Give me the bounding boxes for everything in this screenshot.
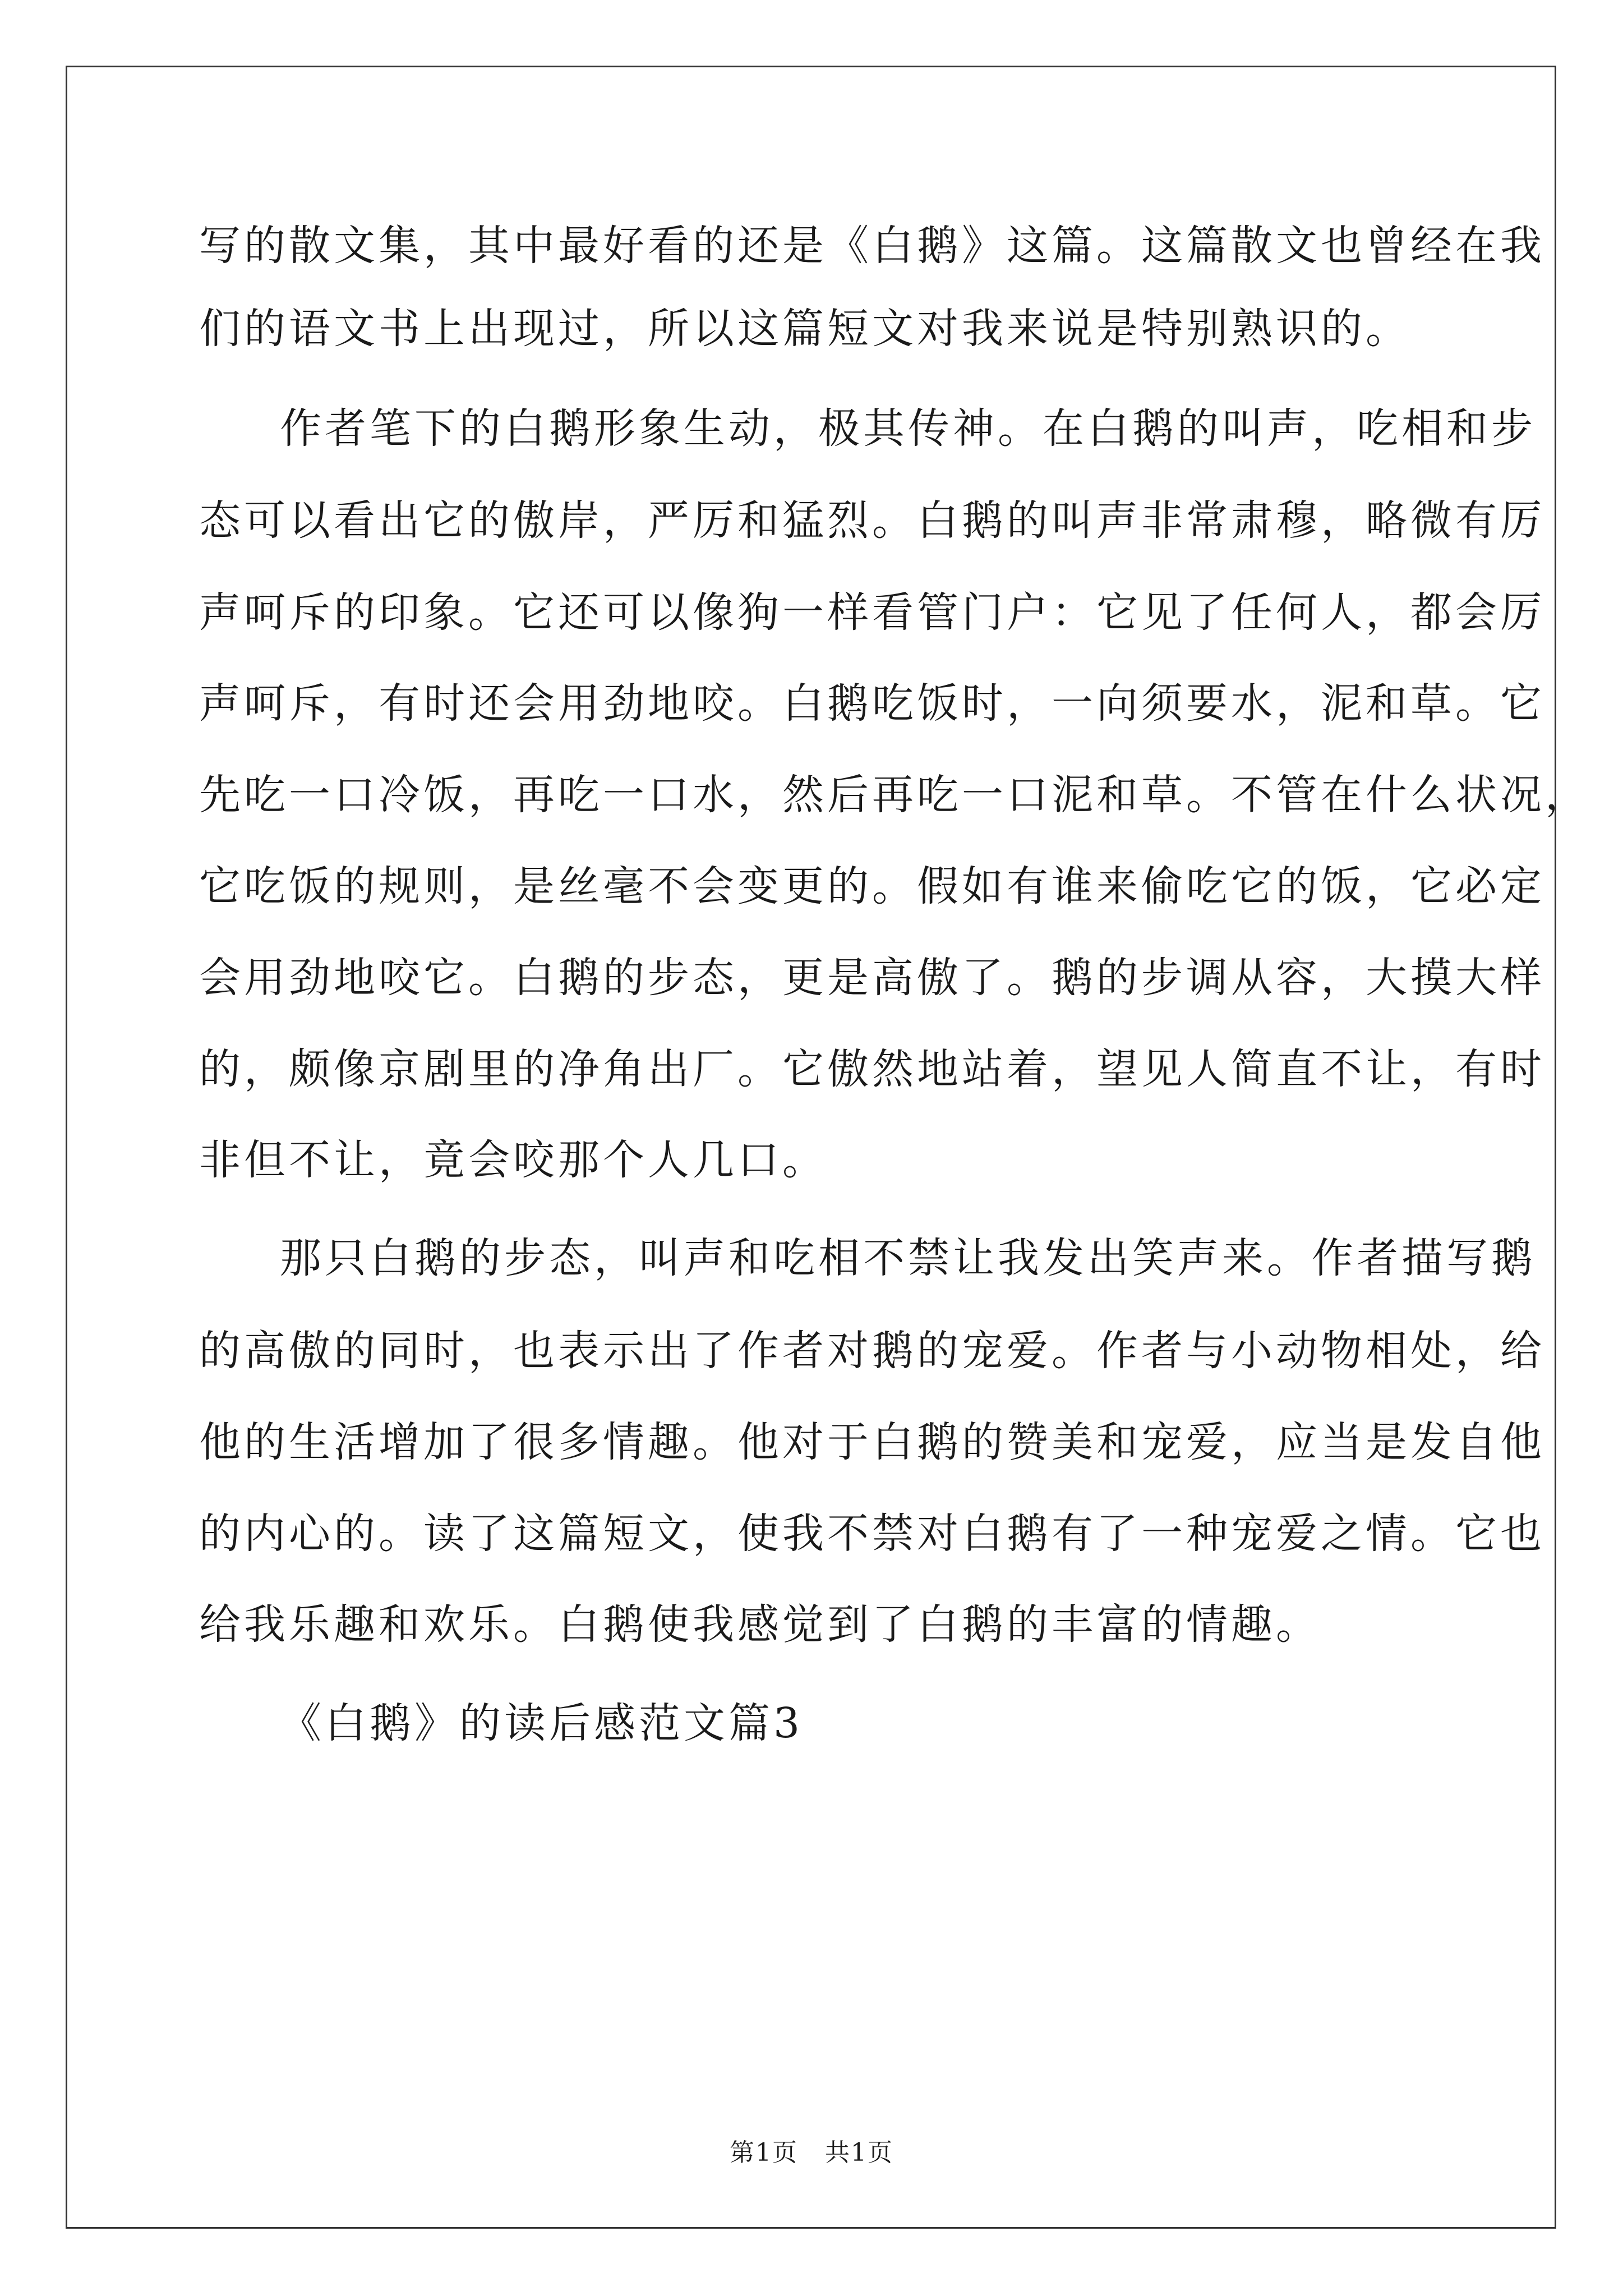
text-line: 给我乐趣和欢乐。白鹅使我感觉到了白鹅的丰富的情趣。 bbox=[199, 1600, 1321, 1649]
text-line: 它吃饭的规则，是丝毫不会变更的。假如有谁来偷吃它的饭，它必定 bbox=[199, 862, 1545, 910]
page-footer: 第1页 共1页 bbox=[730, 2138, 893, 2167]
text-line: 写的散文集，其中最好看的还是《白鹅》这篇。这篇散文也曾经在我 bbox=[199, 222, 1545, 270]
text-line: 先吃一口冷饭，再吃一口水，然后再吃一口泥和草。不管在什么状况， bbox=[199, 771, 1590, 819]
text-line: 非但不让，竟会咬那个人几口。 bbox=[199, 1136, 827, 1184]
text-line: 的，颇像京剧里的净角出厂。它傲然地站着，望见人简直不让，有时 bbox=[199, 1045, 1545, 1093]
text-line: 态可以看出它的傲岸，严厉和猛烈。白鹅的叫声非常肃穆，略微有厉 bbox=[199, 496, 1545, 545]
text-line: 声呵斥，有时还会用劲地咬。白鹅吃饭时，一向须要水，泥和草。它 bbox=[199, 679, 1545, 728]
text-line: 的内心的。读了这篇短文，使我不禁对白鹅有了一种宠爱之情。它也 bbox=[199, 1510, 1545, 1558]
text-line: 的高傲的同时，也表示出了作者对鹅的宠爱。作者与小动物相处，给 bbox=[199, 1327, 1545, 1375]
paragraph-start-line: 作者笔下的白鹅形象生动，极其传神。在白鹅的叫声，吃相和步 bbox=[280, 404, 1536, 453]
text-line: 声呵斥的印象。它还可以像狗一样看管门户：它见了任何人，都会厉 bbox=[199, 588, 1545, 637]
section-heading: 《白鹅》的读后感范文篇3 bbox=[280, 1699, 804, 1747]
text-line: 会用劲地咬它。白鹅的步态，更是高傲了。鹅的步调从容，大摸大样 bbox=[199, 954, 1545, 1002]
paragraph-start-line: 那只白鹅的步态，叫声和吃相不禁让我发出笑声来。作者描写鹅 bbox=[280, 1234, 1536, 1282]
text-line: 他的生活增加了很多情趣。他对于白鹅的赞美和宠爱，应当是发自他 bbox=[199, 1418, 1545, 1466]
text-line: 们的语文书上出现过，所以这篇短文对我来说是特别熟识的。 bbox=[199, 305, 1410, 353]
